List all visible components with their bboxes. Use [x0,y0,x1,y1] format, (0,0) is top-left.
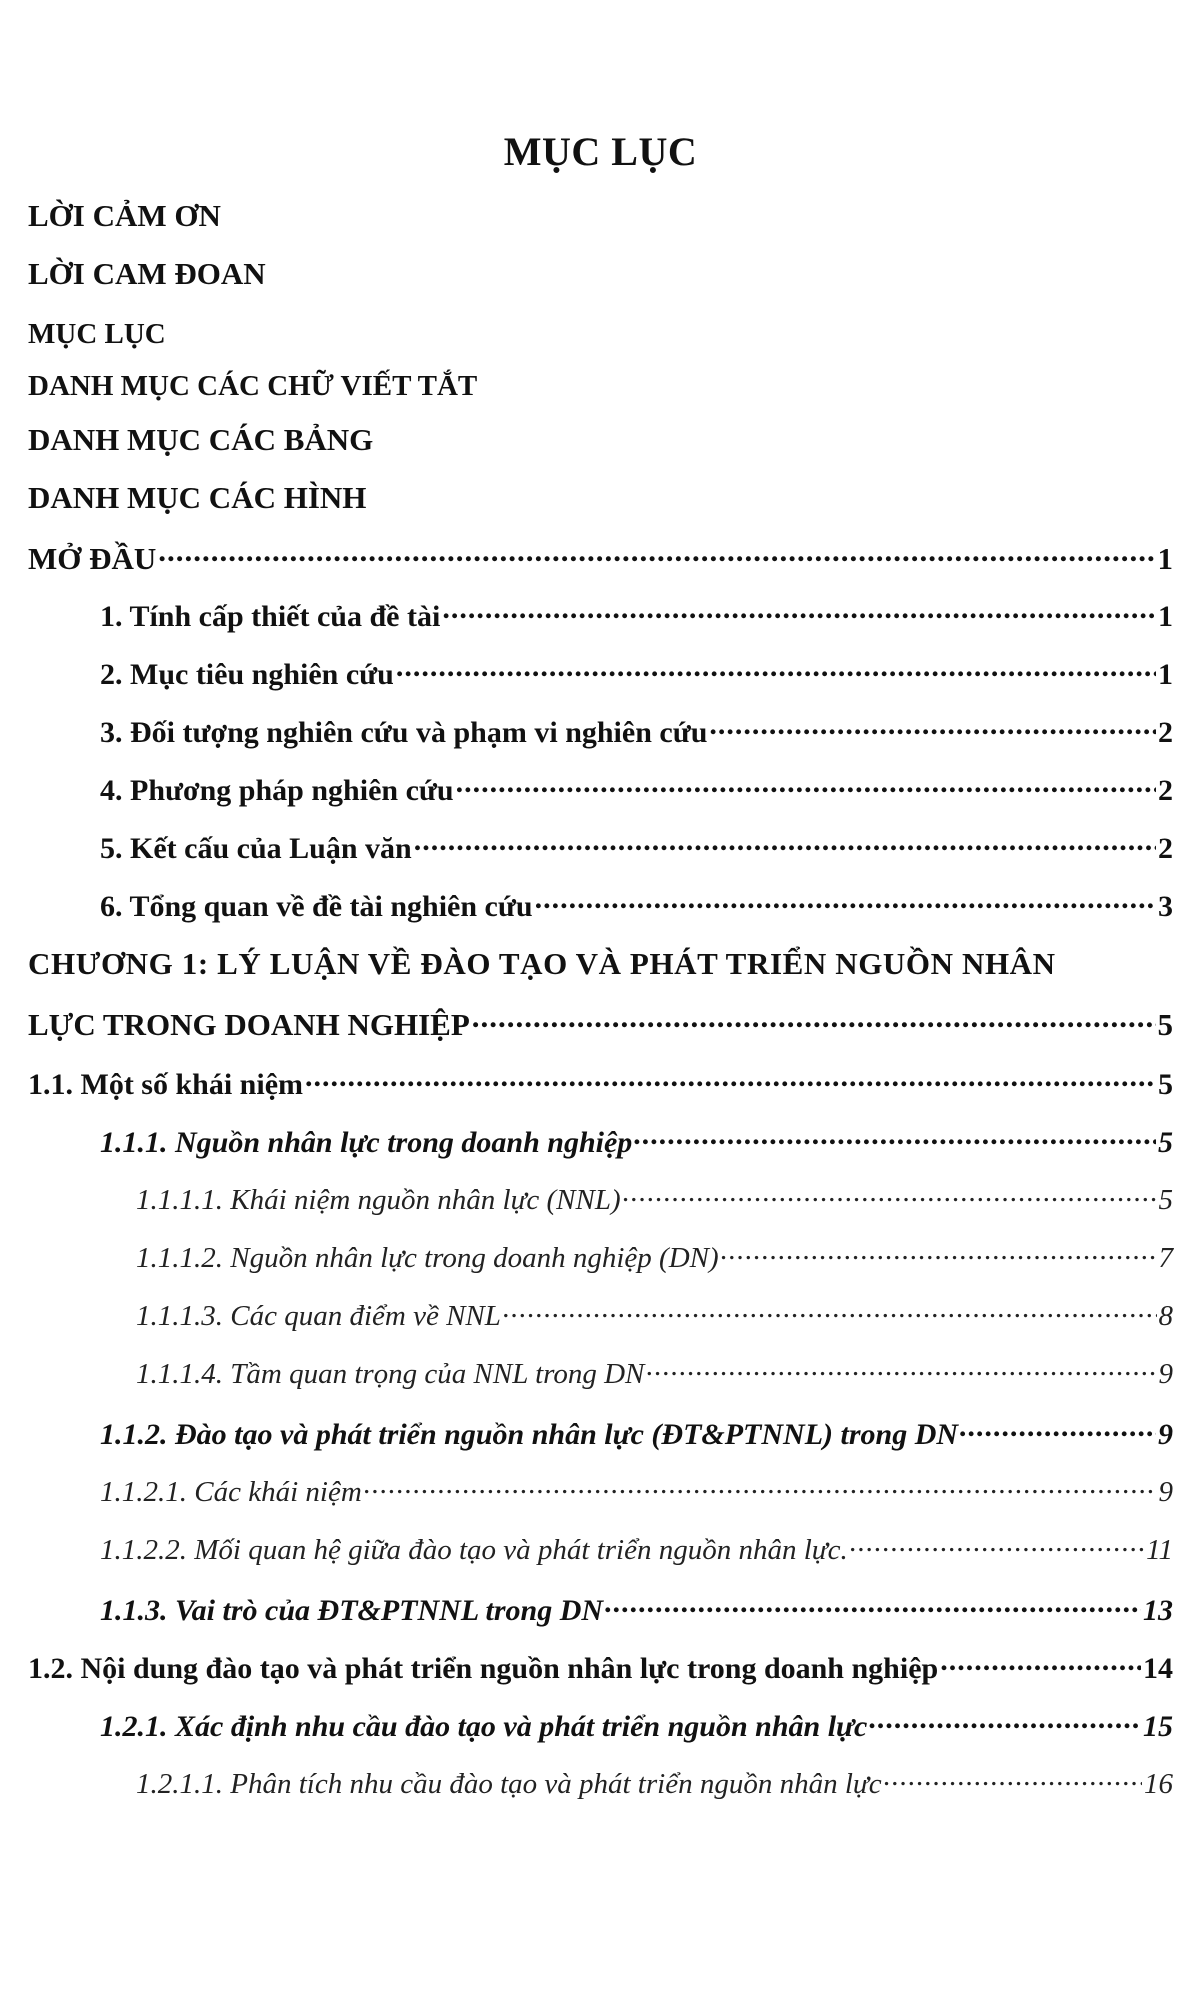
toc-entry-text: 6. Tổng quan về đề tài nghiên cứu [100,890,533,923]
toc-page-number: 2 [1158,832,1173,865]
toc-entry-text: MỤC LỤC [28,318,166,350]
toc-leader-dots [605,1590,1141,1620]
toc-leader-dots [623,1180,1157,1209]
toc-entry-text: 1.2.1. Xác định nhu cầu đào tạo và phát triển nguồn nhân lực [100,1710,868,1743]
toc-leader-dots [364,1472,1157,1501]
toc-leader-dots [456,770,1156,800]
toc-entry-text: CHƯƠNG 1: LÝ LUẬN VỀ ĐÀO TẠO VÀ PHÁT TRIỂN NGUỒN NHÂN [28,946,1056,981]
toc-page-number: 5 [1158,1068,1173,1101]
toc-entry-text: 2. Mục tiêu nghiên cứu [100,658,394,691]
toc-leader-dots [709,712,1156,742]
toc-page-number: 2 [1158,716,1173,749]
toc-leader-dots [305,1064,1156,1094]
toc-leader-dots [414,828,1156,858]
toc-entry-text: 3. Đối tượng nghiên cứu và phạm vi nghiên cứu [100,716,708,749]
toc-entry-chuong-1-line-2[interactable] [28,1004,1173,1048]
toc-entry-text: 5. Kết cấu của Luận văn [100,832,412,865]
toc-leader-dots [721,1238,1157,1267]
toc-entry-muc-tieu[interactable] [100,654,1173,698]
toc-entry-1-1-3[interactable] [100,1590,1173,1634]
toc-leader-dots [869,1706,1141,1736]
toc-leader-dots [634,1122,1156,1152]
toc-entry-1-1-1-1[interactable] [136,1180,1173,1224]
toc-entry-1-1-2-1[interactable] [100,1472,1173,1516]
toc-page-number: 9 [1158,1476,1173,1508]
toc-leader-dots [646,1354,1156,1383]
toc-leader-dots [158,538,1155,569]
toc-entry-text: 1.1.1.1. Khái niệm nguồn nhân lực (NNL) [136,1184,621,1216]
toc-entry-text: 1.2. Nội dung đào tạo và phát triển nguồn nhân lực trong doanh nghiệp [28,1652,939,1685]
toc-page-number: 1 [1158,658,1173,691]
toc-leader-dots [442,596,1156,626]
toc-entry-text: 1.1.1. Nguồn nhân lực trong doanh nghiệp [100,1126,633,1159]
toc-page-number: 1 [1157,541,1173,576]
toc-entry-text: 1.1.1.3. Các quan điểm về NNL [136,1300,501,1332]
toc-entry-1-1-1-4[interactable] [136,1354,1173,1398]
toc-leader-dots [472,1004,1156,1035]
toc-entry-tong-quan[interactable] [100,886,1173,930]
toc-entry-loi-cam-on [28,198,221,242]
toc-page-number: 16 [1144,1768,1173,1800]
toc-entry-text: DANH MỤC CÁC BẢNG [28,422,374,457]
toc-entry-loi-cam-doan [28,256,266,300]
toc-page-number: 11 [1146,1534,1173,1566]
toc-leader-dots [850,1530,1144,1559]
toc-entry-tinh-cap-thiet[interactable] [100,596,1173,640]
toc-entry-text: 1.1. Một số khái niệm [28,1068,304,1101]
toc-entry-1-1-2[interactable] [100,1414,1173,1458]
toc-page-number: 3 [1158,890,1173,923]
toc-entry-text: 1.1.2. Đào tạo và phát triển nguồn nhân lực (ĐT&PTNNL) trong DN [100,1418,959,1451]
toc-page-number: 13 [1143,1594,1173,1627]
toc-entry-text: 1.1.1.2. Nguồn nhân lực trong doanh nghiệp (DN) [136,1242,719,1274]
toc-page-number: 9 [1158,1418,1173,1451]
toc-entry-1-1-1-3[interactable] [136,1296,1173,1340]
toc-entry-text: 1.1.1.4. Tầm quan trọng của NNL trong DN [136,1358,645,1390]
toc-leader-dots [960,1414,1156,1444]
toc-entry-1-2-1[interactable] [100,1706,1173,1750]
toc-entry-text: DANH MỤC CÁC HÌNH [28,480,367,515]
toc-entry-text: LỜI CAM ĐOAN [28,256,266,291]
toc-page-number: 7 [1158,1242,1173,1274]
toc-entry-text: 1.1.2.1. Các khái niệm [100,1476,362,1508]
toc-entry-danh-muc-hinh [28,480,366,524]
toc-entry-text: MỞ ĐẦU [28,541,157,576]
toc-entry-1-1-2-2[interactable] [100,1530,1173,1574]
toc-entry-doi-tuong[interactable] [100,712,1173,756]
toc-page-number: 9 [1158,1358,1173,1390]
toc-leader-dots [503,1296,1157,1325]
toc-leader-dots [535,886,1156,916]
toc-entry-text: 1.1.2.2. Mối quan hệ giữa đào tạo và phát triển nguồn nhân lực. [100,1534,848,1566]
page-title: MỤC LỤC [503,129,698,174]
toc-page-number: 14 [1143,1652,1173,1685]
toc-page-number: 1 [1158,600,1173,633]
toc-entry-text: 1.1.3. Vai trò của ĐT&PTNNL trong DN [100,1594,604,1627]
toc-entry-text: 1. Tính cấp thiết của đề tài [100,600,441,633]
toc-entry-1-1-1[interactable] [100,1122,1173,1166]
toc-entry-ket-cau[interactable] [100,828,1173,872]
toc-entry-muc-luc [28,318,166,362]
toc-entry-1-2-1-1[interactable] [136,1764,1173,1808]
toc-page-number: 5 [1158,1126,1173,1159]
toc-leader-dots [940,1648,1141,1678]
toc-entry-text: LỜI CẢM ƠN [28,198,221,233]
toc-entry-chuong-1-line-1[interactable] [28,946,1173,990]
toc-leader-dots [396,654,1156,684]
toc-page-number: 5 [1158,1184,1173,1216]
toc-entry-1-2[interactable] [28,1648,1173,1692]
toc-page-number: 2 [1158,774,1173,807]
toc-entry-text: 1.2.1.1. Phân tích nhu cầu đào tạo và phát triển nguồn nhân lực [136,1768,882,1800]
toc-entry-text: DANH MỤC CÁC CHỮ VIẾT TẮT [28,370,478,402]
toc-entry-1-1-1-2[interactable] [136,1238,1173,1282]
toc-entry-text: 4. Phương pháp nghiên cứu [100,774,454,807]
toc-entry-mo-dau[interactable] [28,538,1173,582]
toc-page-number: 15 [1143,1710,1173,1743]
toc-leader-dots [884,1764,1142,1793]
toc-entry-1-1[interactable] [28,1064,1173,1108]
toc-page-number: 5 [1157,1007,1173,1042]
toc-entry-danh-muc-bang [28,422,373,466]
toc-entry-phuong-phap[interactable] [100,770,1173,814]
toc-entry-text: LỰC TRONG DOANH NGHIỆP [28,1007,470,1042]
toc-page-number: 8 [1158,1300,1173,1332]
toc-entry-danh-muc-chu-viet-tat [28,370,477,414]
